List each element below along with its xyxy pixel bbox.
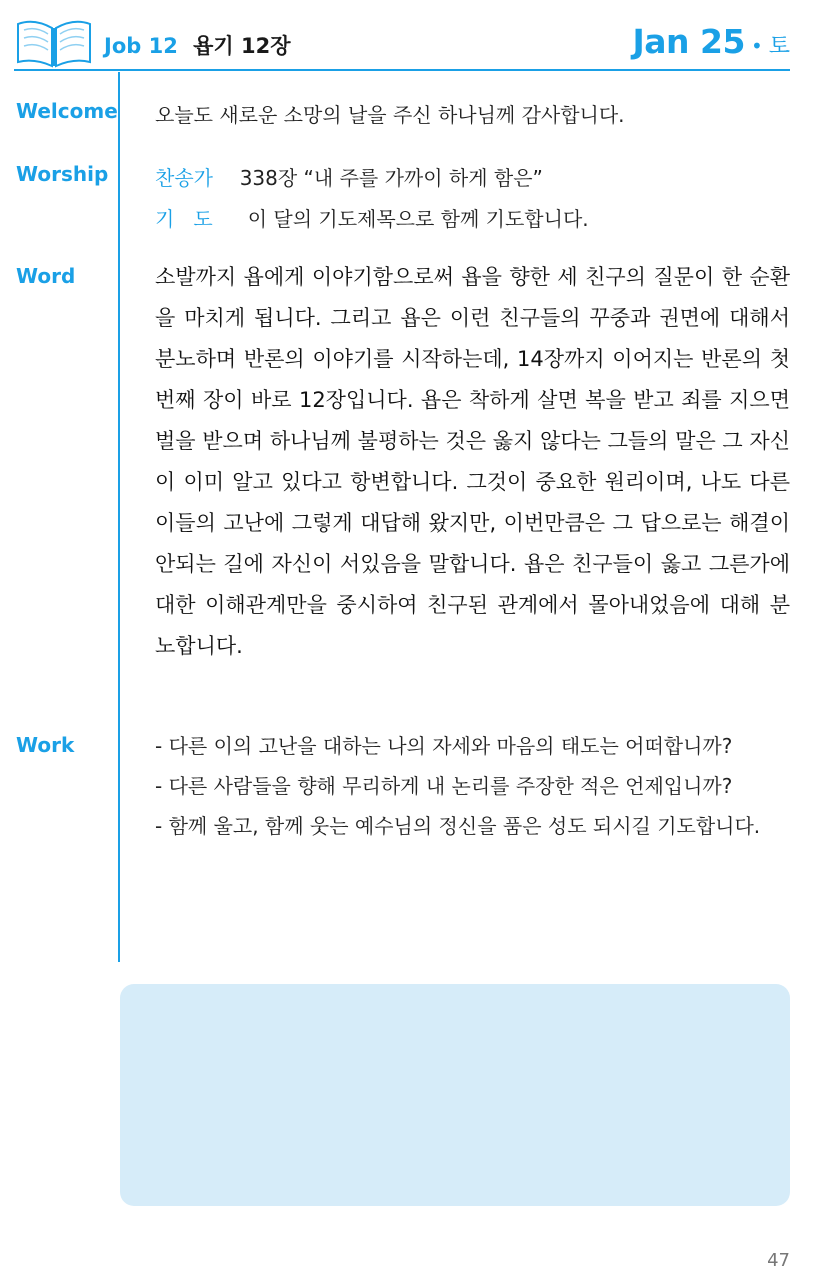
hymn-line — [155, 162, 543, 191]
work-item: - 다른 사람들을 향해 무리하게 내 논리를 주장한 적은 언제입니까? — [155, 774, 733, 798]
work-item: - 함께 울고, 함께 웃는 예수님의 정신을 품은 성도 되시길 기도합니다. — [155, 814, 761, 838]
memo-box[interactable] — [120, 984, 790, 1206]
open-book-logo-icon — [14, 16, 94, 68]
prayer-text: 이 달의 기도제목으로 함께 기도합니다. — [247, 207, 589, 231]
prayer-line — [155, 203, 589, 232]
header-divider — [14, 69, 790, 71]
work-item: - 다른 이의 고난을 대하는 나의 자세와 마음의 태도는 어떠합니까? — [155, 734, 733, 758]
word-passage: 소발까지 욥에게 이야기함으로써 욥을 향한 세 친구의 질문이 한 순환을 마치게 됩니다. 그리고 욥은 이런 친구들의 꾸중과 권면에 대해서 분노하며 반론의 이야기를 시작하는데, 14장까지 이어지는 반론의 첫 번째 장이 바로 12장입니다. 욥은 착하게 살면 복을 받고 죄를 지으면 벌을 받으며 하나님께 불평하는 것은 옳지 않다는 그들의 말은 그 자신이 이미 알고 있다고 항변합니다. 그것이 중요한 원리이며, 나도 다른 이들의 고난에 그렇게 대답해 왔지만, 이번만큼은 그 답으로는 해결이 안되는 길에 자신이 서있음을 말합니다. 욥은 친구들이 옳고 그른가에 대한 이해관계만을 중시하여 친구된 관계에서 몰아내었음에 대해 분노합니다. — [155, 265, 790, 658]
prayer-keyword: 기 도 — [155, 207, 213, 231]
section-divider — [118, 72, 120, 962]
scripture-reference — [104, 30, 291, 60]
welcome-label: Welcome — [16, 99, 118, 123]
word-label: Word — [16, 264, 76, 288]
page-number: 47 — [767, 1250, 790, 1271]
date-display — [632, 22, 790, 61]
weekday: 토 — [768, 34, 790, 59]
korean-reference: 욥기 12장 — [193, 34, 291, 58]
hymn-text: 338장 “내 주를 가까이 하게 함은” — [239, 166, 543, 190]
work-label: Work — [16, 733, 75, 757]
book-reference: Job 12 — [104, 34, 178, 58]
welcome-text: 오늘도 새로운 소망의 날을 주신 하나님께 감사합니다. — [155, 103, 625, 127]
worship-label: Worship — [16, 162, 109, 186]
date-separator: • — [750, 34, 763, 58]
hymn-keyword: 찬송가 — [155, 166, 213, 190]
date-month-day: Jan 25 — [632, 22, 745, 61]
